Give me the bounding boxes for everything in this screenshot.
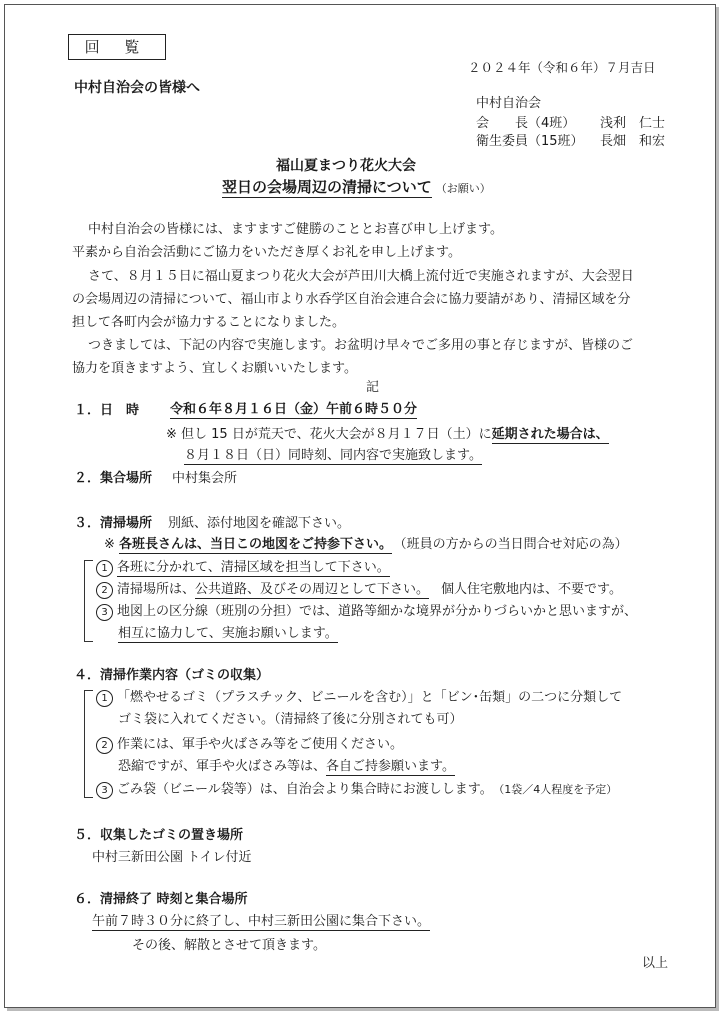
s1-label: １．日 時	[74, 403, 140, 418]
s1-note-a: ※ 但し 15 日が荒天で、花火大会が８月１７日（土）に	[166, 427, 492, 442]
s4-item-2	[96, 737, 403, 754]
s4-item2-text-b: 恐縮ですが、軍手や火ばさみ等は、	[118, 759, 327, 774]
s3-item3-text-a: 地図上の区分線（班別の分担）では、道路等細かな境界が分かりづらいかと思いますが、	[117, 604, 638, 619]
sender2-name: 長畑 和宏	[600, 134, 666, 149]
s3-item1-number: 1	[96, 560, 113, 577]
s3-item-3b	[118, 626, 338, 642]
s5-value: 中村三新田公園 トイレ付近	[92, 850, 252, 865]
s6-after: その後、解散とさせて頂きます。	[132, 938, 326, 953]
s4-item-2b	[118, 759, 455, 775]
addressee: 中村自治会の皆様へ	[74, 80, 200, 96]
circulation-stamp: 回 覧	[68, 34, 166, 60]
title-line1: 福山夏まつり花火大会	[276, 158, 416, 174]
s2-label: ２．集合場所	[74, 471, 153, 486]
s4-item2-text-c: 各自ご持参願います。	[326, 759, 455, 774]
body-line-6: つきましては、下記の内容で実施します。お盆明け早々でご多用の事と存じますが、皆様のご	[88, 338, 633, 353]
s1-note-b: 延期された場合は、	[491, 427, 609, 442]
s3-item-2	[96, 582, 622, 599]
s4-bracket	[84, 690, 93, 798]
closing-ijou: 以上	[642, 956, 669, 971]
title-line2: 翌日の会場周辺の清掃について	[222, 178, 432, 196]
s1-note-c: ８月１８日（日）同時刻、同内容で実施致します。	[184, 448, 482, 463]
s4-item1-text-a: 「燃やせるゴミ（プラスチック、ビニールを含む）」と「ビン･缶類」の二つに分類して	[117, 690, 623, 705]
title-note: （お願い）	[435, 182, 491, 195]
s3-label: ３．清掃場所	[74, 516, 153, 531]
body-line-7: 協力を頂きますよう、宜しくお願いいたします。	[72, 361, 357, 376]
sender1-role: 会 長（4班）	[476, 116, 576, 131]
body-line-5: 担して各町内会が協力することになりました。	[72, 315, 346, 330]
s3-item-1	[96, 560, 390, 577]
s4-label: ４．清掃作業内容（ゴミの収集）	[74, 668, 270, 683]
s3-item2-text-a: 清掃場所は、	[117, 582, 196, 597]
s3-item3-text-b: 相互に協力して、実施お願いします。	[118, 626, 338, 641]
s4-item-3	[96, 782, 617, 799]
s3-item3-number: 3	[96, 604, 113, 621]
s4-item1-text-b: ゴミ袋に入れてください。（清掃終了後に分別されても可）	[118, 712, 463, 727]
s3-note-mark: ※	[104, 537, 115, 552]
body-line-1: 中村自治会の皆様には、ますますご健勝のこととお喜び申し上げます。	[88, 222, 503, 237]
body-line-3: さて、８月１５日に福山夏まつり花火大会が芦田川大橋上流付近で実施されますが、大会翌日	[88, 269, 634, 284]
s1-note-line2	[184, 448, 482, 464]
title-line2-wrap	[222, 179, 491, 197]
s6-value: 午前７時３０分に終了し、中村三新田公園に集合下さい。	[92, 914, 431, 929]
s3-item1-text: 各班に分かれて、清掃区域を担当して下さい。	[117, 560, 390, 575]
s4-item2-number: 2	[96, 737, 113, 754]
sender2-role: 衛生委員（15班）	[476, 134, 584, 149]
ki-heading: 記	[366, 380, 380, 395]
s1-value: 令和６年８月１６日（金）午前６時５０分	[170, 402, 418, 417]
sender1-name: 浅利 仁士	[600, 116, 666, 131]
s6-value-wrap	[92, 914, 430, 930]
s4-item2-text-a: 作業には、軍手や火ばさみ等をご使用ください。	[117, 737, 404, 752]
s4-item3-number: 3	[96, 782, 113, 799]
s3-item2-number: 2	[96, 582, 113, 599]
s3-item2-text-c: 個人住宅敷地内は、不要です。	[441, 582, 622, 597]
body-line-2: 平素から自治会活動にご協力をいただき厚くお礼を申し上げます。	[72, 245, 461, 260]
s4-item3-text-a: ごみ袋（ビニール袋等）は、自治会より集合時にお渡しします。	[117, 782, 493, 797]
s3-bracket	[84, 560, 93, 642]
s3-note-paren: （班員の方からの当日問合せ対応の為）	[400, 537, 628, 552]
s3-item2-text-b: 公共道路、及びその周辺として下さい。	[195, 582, 430, 597]
sender-org: 中村自治会	[476, 96, 542, 111]
s1-note-line1	[166, 427, 609, 443]
s3-value: 別紙、添付地図を確認下さい。	[168, 516, 351, 531]
s5-label: ５．収集したゴミの置き場所	[74, 828, 244, 843]
s3-note	[104, 537, 628, 553]
s3-note-main: 各班長さんは、当日この地図をご持参下さい。	[119, 537, 393, 552]
s1-value-wrap	[170, 402, 417, 418]
s2-value: 中村集会所	[172, 471, 238, 486]
s4-item-1	[96, 690, 622, 707]
body-line-4: の会場周辺の清掃について、福山市より水呑学区自治会連合会に協力要請があり、清掃区域を分	[72, 292, 631, 307]
s3-item-3	[96, 604, 637, 621]
s4-item3-text-b: （1袋／4人程度を予定）	[498, 783, 618, 796]
s4-item1-number: 1	[96, 690, 113, 707]
s6-label: ６．清掃終了 時刻と集合場所	[74, 892, 248, 907]
issue-date: ２０２４年（令和６年）７月吉日	[468, 60, 656, 75]
